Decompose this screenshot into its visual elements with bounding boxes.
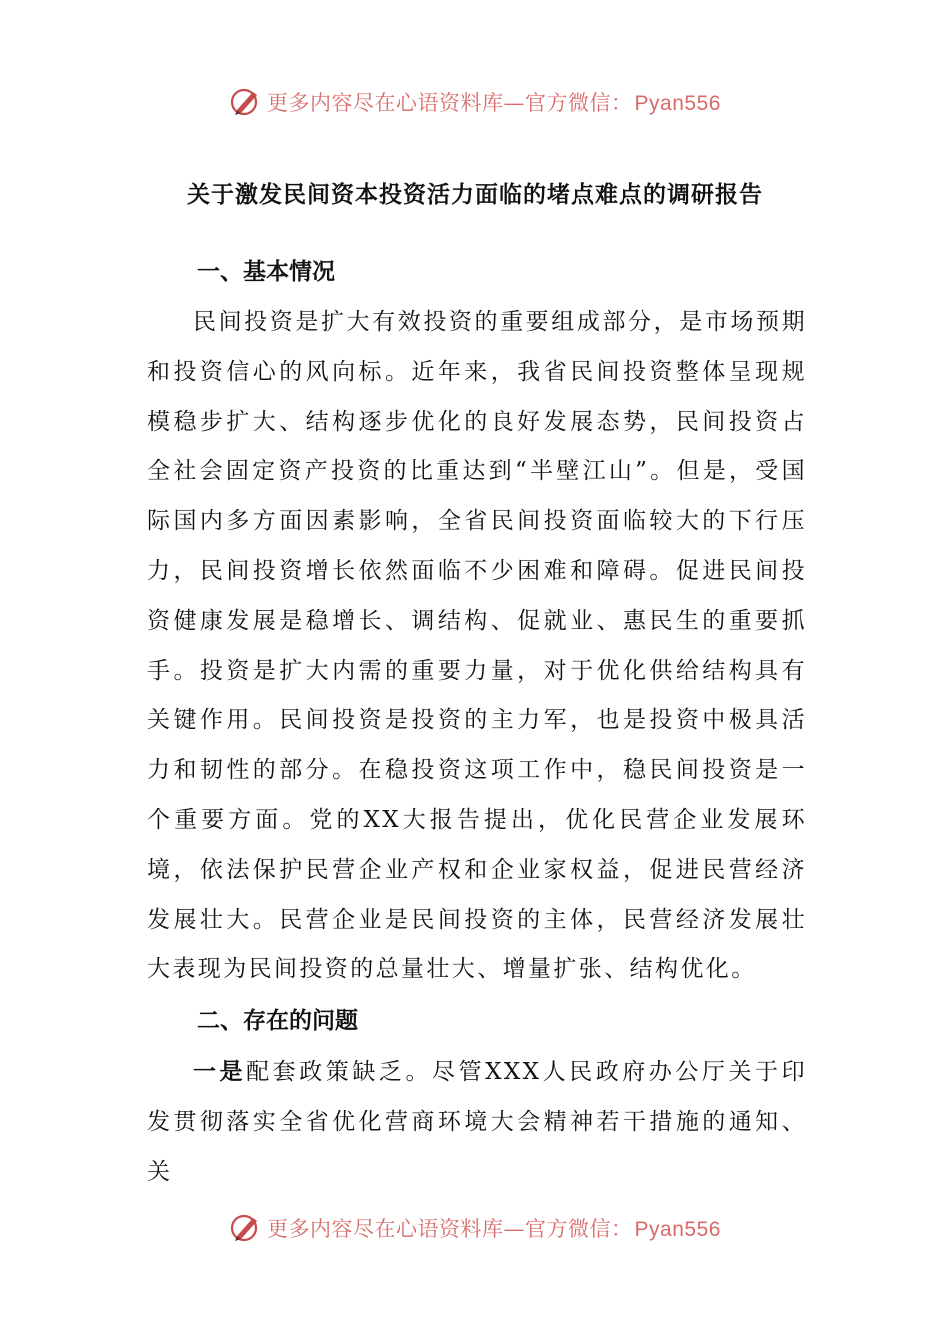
section-heading-problems: 二、存在的问题 [197,1007,358,1035]
paragraph-problems [147,1047,807,1197]
watermark-banner-bottom [0,1208,950,1248]
wechat-id: Pyan556 [634,1218,721,1241]
paragraph-lead: 一是 [193,1058,247,1086]
document-title: 关于激发民间资本投资活力面临的堵点难点的调研报告 [187,181,763,208]
watermark-text: 更多内容尽在心语资料库—官方微信：Pyan556 [267,1217,721,1241]
paragraph-problems-text: 配套政策缺乏。尽管XXX人民政府办公厅关于印发贯彻落实全省优化营商环境大会精神若干措施的通知、关 [147,1059,807,1185]
paragraph-basic-situation: 民间投资是扩大有效投资的重要组成部分，是市场预期和投资信心的风向标。近年来，我省民间投资整体呈现规模稳步扩大、结构逐步优化的良好发展态势，民间投资占全社会固定资产投资的比重达到“半壁江山”。但是，受国际国内多方面因素影响，全省民间投资面临较大的下行压力，民间投资增长依然面临不少困难和障碍。促进民间投资健康发展是稳增长、调结构、促就业、惠民生的重要抓手。投资是扩大内需的重要力量，对于优化供给结构具有关键作用。民间投资是投资的主力军，也是投资中极具活力和韧性的部分。在稳投资这项工作中，稳民间投资是一个重要方面。党的XX大报告提出，优化民营企业发展环境，依法保护民营企业产权和企业家权益，促进民营经济发展壮大。民营企业是民间投资的主体，民营经济发展壮大表现为民间投资的总量壮大、增量扩张、结构优化。 [147,309,807,983]
section-heading-basic-situation: 一、基本情况 [197,258,335,285]
pen-circle-icon [229,85,263,119]
wechat-id: Pyan556 [634,92,721,115]
watermark-banner-top [0,82,950,122]
pen-circle-icon [229,1211,263,1245]
watermark-text: 更多内容尽在心语资料库—官方微信：Pyan556 [267,91,721,115]
document-body [147,246,807,1198]
